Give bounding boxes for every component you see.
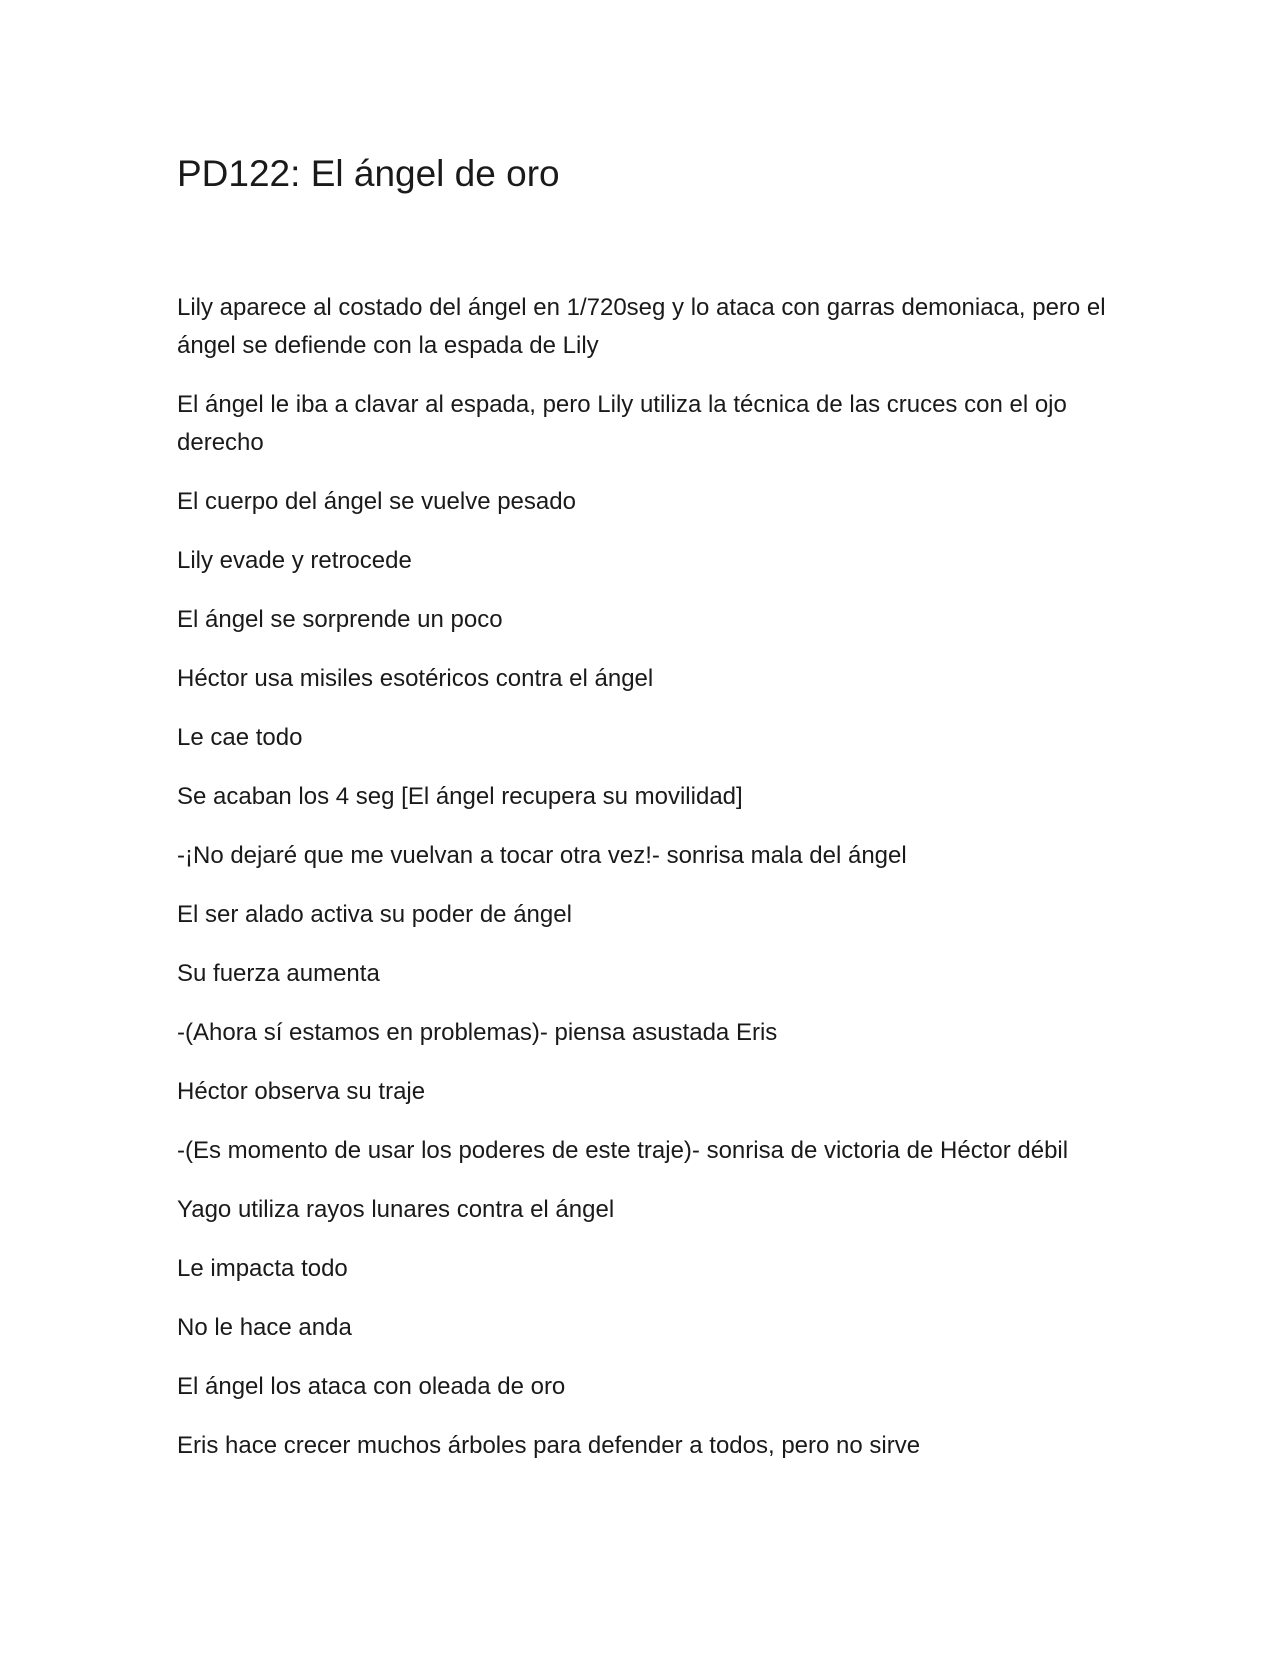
paragraph: Le cae todo	[177, 724, 303, 751]
paragraph: -¡No dejaré que me vuelvan a tocar otra vez!- sonrisa mala del ángel	[177, 842, 907, 869]
paragraph: Le impacta todo	[177, 1255, 348, 1282]
paragraph: El ser alado activa su poder de ángel	[177, 901, 572, 928]
paragraph: -(Ahora sí estamos en problemas)- piensa asustada Eris	[177, 1019, 778, 1046]
paragraph: Su fuerza aumenta	[177, 960, 380, 987]
paragraph: Héctor usa misiles esotéricos contra el ángel	[177, 665, 654, 692]
paragraph: Héctor observa su traje	[177, 1078, 426, 1105]
document-body	[177, 289, 1117, 1486]
paragraph: El cuerpo del ángel se vuelve pesado	[177, 488, 576, 515]
paragraph: Lily evade y retrocede	[177, 547, 412, 574]
paragraph: Se acaban los 4 seg [El ángel recupera su movilidad]	[177, 783, 743, 810]
paragraph: El ángel los ataca con oleada de oro	[177, 1373, 566, 1400]
document-title: PD122: El ángel de oro	[177, 153, 560, 194]
paragraph: Yago utiliza rayos lunares contra el ángel	[177, 1196, 615, 1223]
paragraph: El ángel le iba a clavar al espada, pero Lily utiliza la técnica de las cruces con el ojo derecho	[177, 391, 1067, 456]
paragraph: -(Es momento de usar los poderes de este traje)- sonrisa de victoria de Héctor débil	[177, 1137, 1069, 1164]
paragraph: Eris hace crecer muchos árboles para defender a todos, pero no sirve	[177, 1432, 921, 1459]
paragraph: El ángel se sorprende un poco	[177, 606, 503, 633]
paragraph: Lily aparece al costado del ángel en 1/720seg y lo ataca con garras demoniaca, pero el ángel se defiende con la espada de Lily	[177, 294, 1106, 359]
paragraph: No le hace anda	[177, 1314, 352, 1341]
